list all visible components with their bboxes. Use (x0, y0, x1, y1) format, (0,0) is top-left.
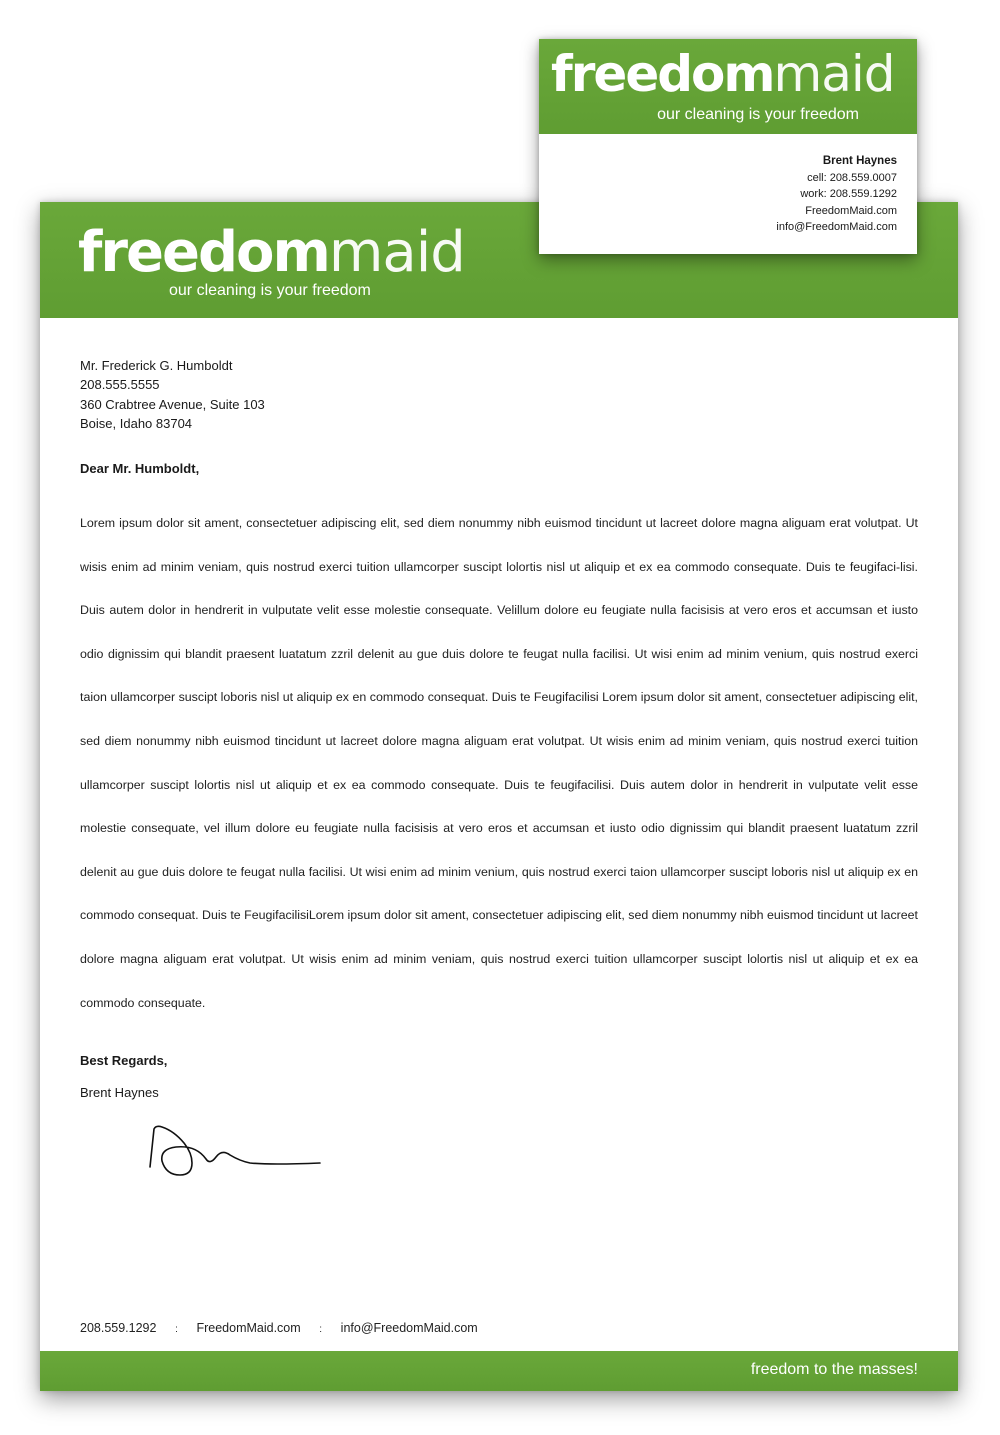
logo-word-light: maid (773, 45, 895, 103)
card-website-link[interactable]: FreedomMaid.com (805, 204, 897, 217)
signature-icon (140, 1117, 330, 1197)
logo-word-bold: freedom (78, 220, 329, 285)
card-contact-info (776, 153, 897, 236)
footer-slogan: freedom to the masses! (750, 1361, 918, 1378)
recipient-street: 360 Crabtree Avenue, Suite 103 (80, 396, 265, 412)
letterhead-footer (40, 1351, 958, 1391)
card-header (539, 39, 917, 134)
letter-body: Lorem ipsum dolor sit ament, consectetuer adipiscing elit, sed diem nonummy nibh euismod tincidunt ut lacreet dolore magna aliguam erat volutpat. Ut wisis enim ad minim veniam, quis nostrud exerci tuition ullamcorper suscipt lolortis nisl ut aliquip et ex ea commodo consequate. Duis te feugifaci-lisi. Duis autem dolor in hendrerit in vulputate velit esse molestie consequate. Velillum dolore eu feugiate nulla facisisis at vero eros et accumsan et iusto odio dignissim qui blandit praesent luatatum zzril delenit au gue duis dolore te feugat nulla facilisi. Ut wisi enim ad minim venium, quis nostrud exerci taion ullamcorper suscipt loboris nisl ut aliquip ex en commodo consequat. Duis te Feugifacilisi Lorem ipsum dolor sit ament, consectetuer adipiscing elit, sed diem nonummy nibh euismod tincidunt ut lacreet dolore magna aliguam erat volutpat. Ut wisis enim ad minim veniam, quis nostrud exerci tuition ullamcorper suscipt lolortis nisl ut aliquip et ex ea commodo consequate. Duis te feugifacilisi. Duis autem dolor in hendrerit in vulputate velit esse molestie consequate, vel illum dolore eu feugiate nulla facisisis at vero eros et accumsan et iusto odio dignissim qui blandit praesent luatatum zzril delenit au gue duis dolore te feugat nulla facilisi. Ut wisi enim ad minim venium, quis nostrud exerci taion ullamcorper suscipt loboris nisl ut aliquip ex en commodo consequat. Duis te FeugifacilisiLorem ipsum dolor sit ament, consectetuer adipiscing elit, sed diem nonummy nibh euismod tincidunt ut lacreet dolore magna aliguam erat volutpat. Ut wisis enim ad minim veniam, quis nostrud exerci tuition ullamcorper suscipt lolortis nisl ut aliquip et ex ea commodo consequate. (80, 516, 918, 1010)
recipient-name: Mr. Frederick G. Humboldt (80, 358, 233, 373)
card-work: work: 208.559.1292 (800, 188, 897, 200)
recipient-phone: 208.555.5555 (80, 377, 160, 393)
footer-email-link[interactable]: info@FreedomMaid.com (340, 1321, 478, 1335)
separator: : (319, 1324, 323, 1335)
card-cell: cell: 208.559.0007 (807, 171, 897, 184)
letterhead (40, 202, 958, 1391)
business-card (539, 39, 917, 254)
brand-tagline: our cleaning is your freedom (169, 282, 371, 299)
signer-name: Brent Haynes (80, 1085, 159, 1100)
footer-phone: 208.559.1292 (80, 1321, 157, 1335)
card-email-link[interactable]: info@FreedomMaid.com (776, 221, 897, 233)
logo-word-bold: freedom (551, 45, 774, 103)
brand-logo (78, 220, 465, 285)
card-brand-logo (551, 45, 895, 103)
separator: : (175, 1324, 178, 1335)
salutation: Dear Mr. Humboldt, (80, 461, 200, 476)
recipient-address (80, 356, 265, 433)
card-name: Brent Haynes (822, 155, 897, 167)
closing: Best Regards, (80, 1053, 168, 1068)
footer-contacts (80, 1321, 478, 1335)
recipient-city: Boise, Idaho 83704 (80, 415, 193, 431)
card-tagline: our cleaning is your freedom (657, 106, 859, 123)
logo-word-light: maid (328, 220, 465, 285)
footer-website-link[interactable]: FreedomMaid.com (196, 1321, 301, 1335)
